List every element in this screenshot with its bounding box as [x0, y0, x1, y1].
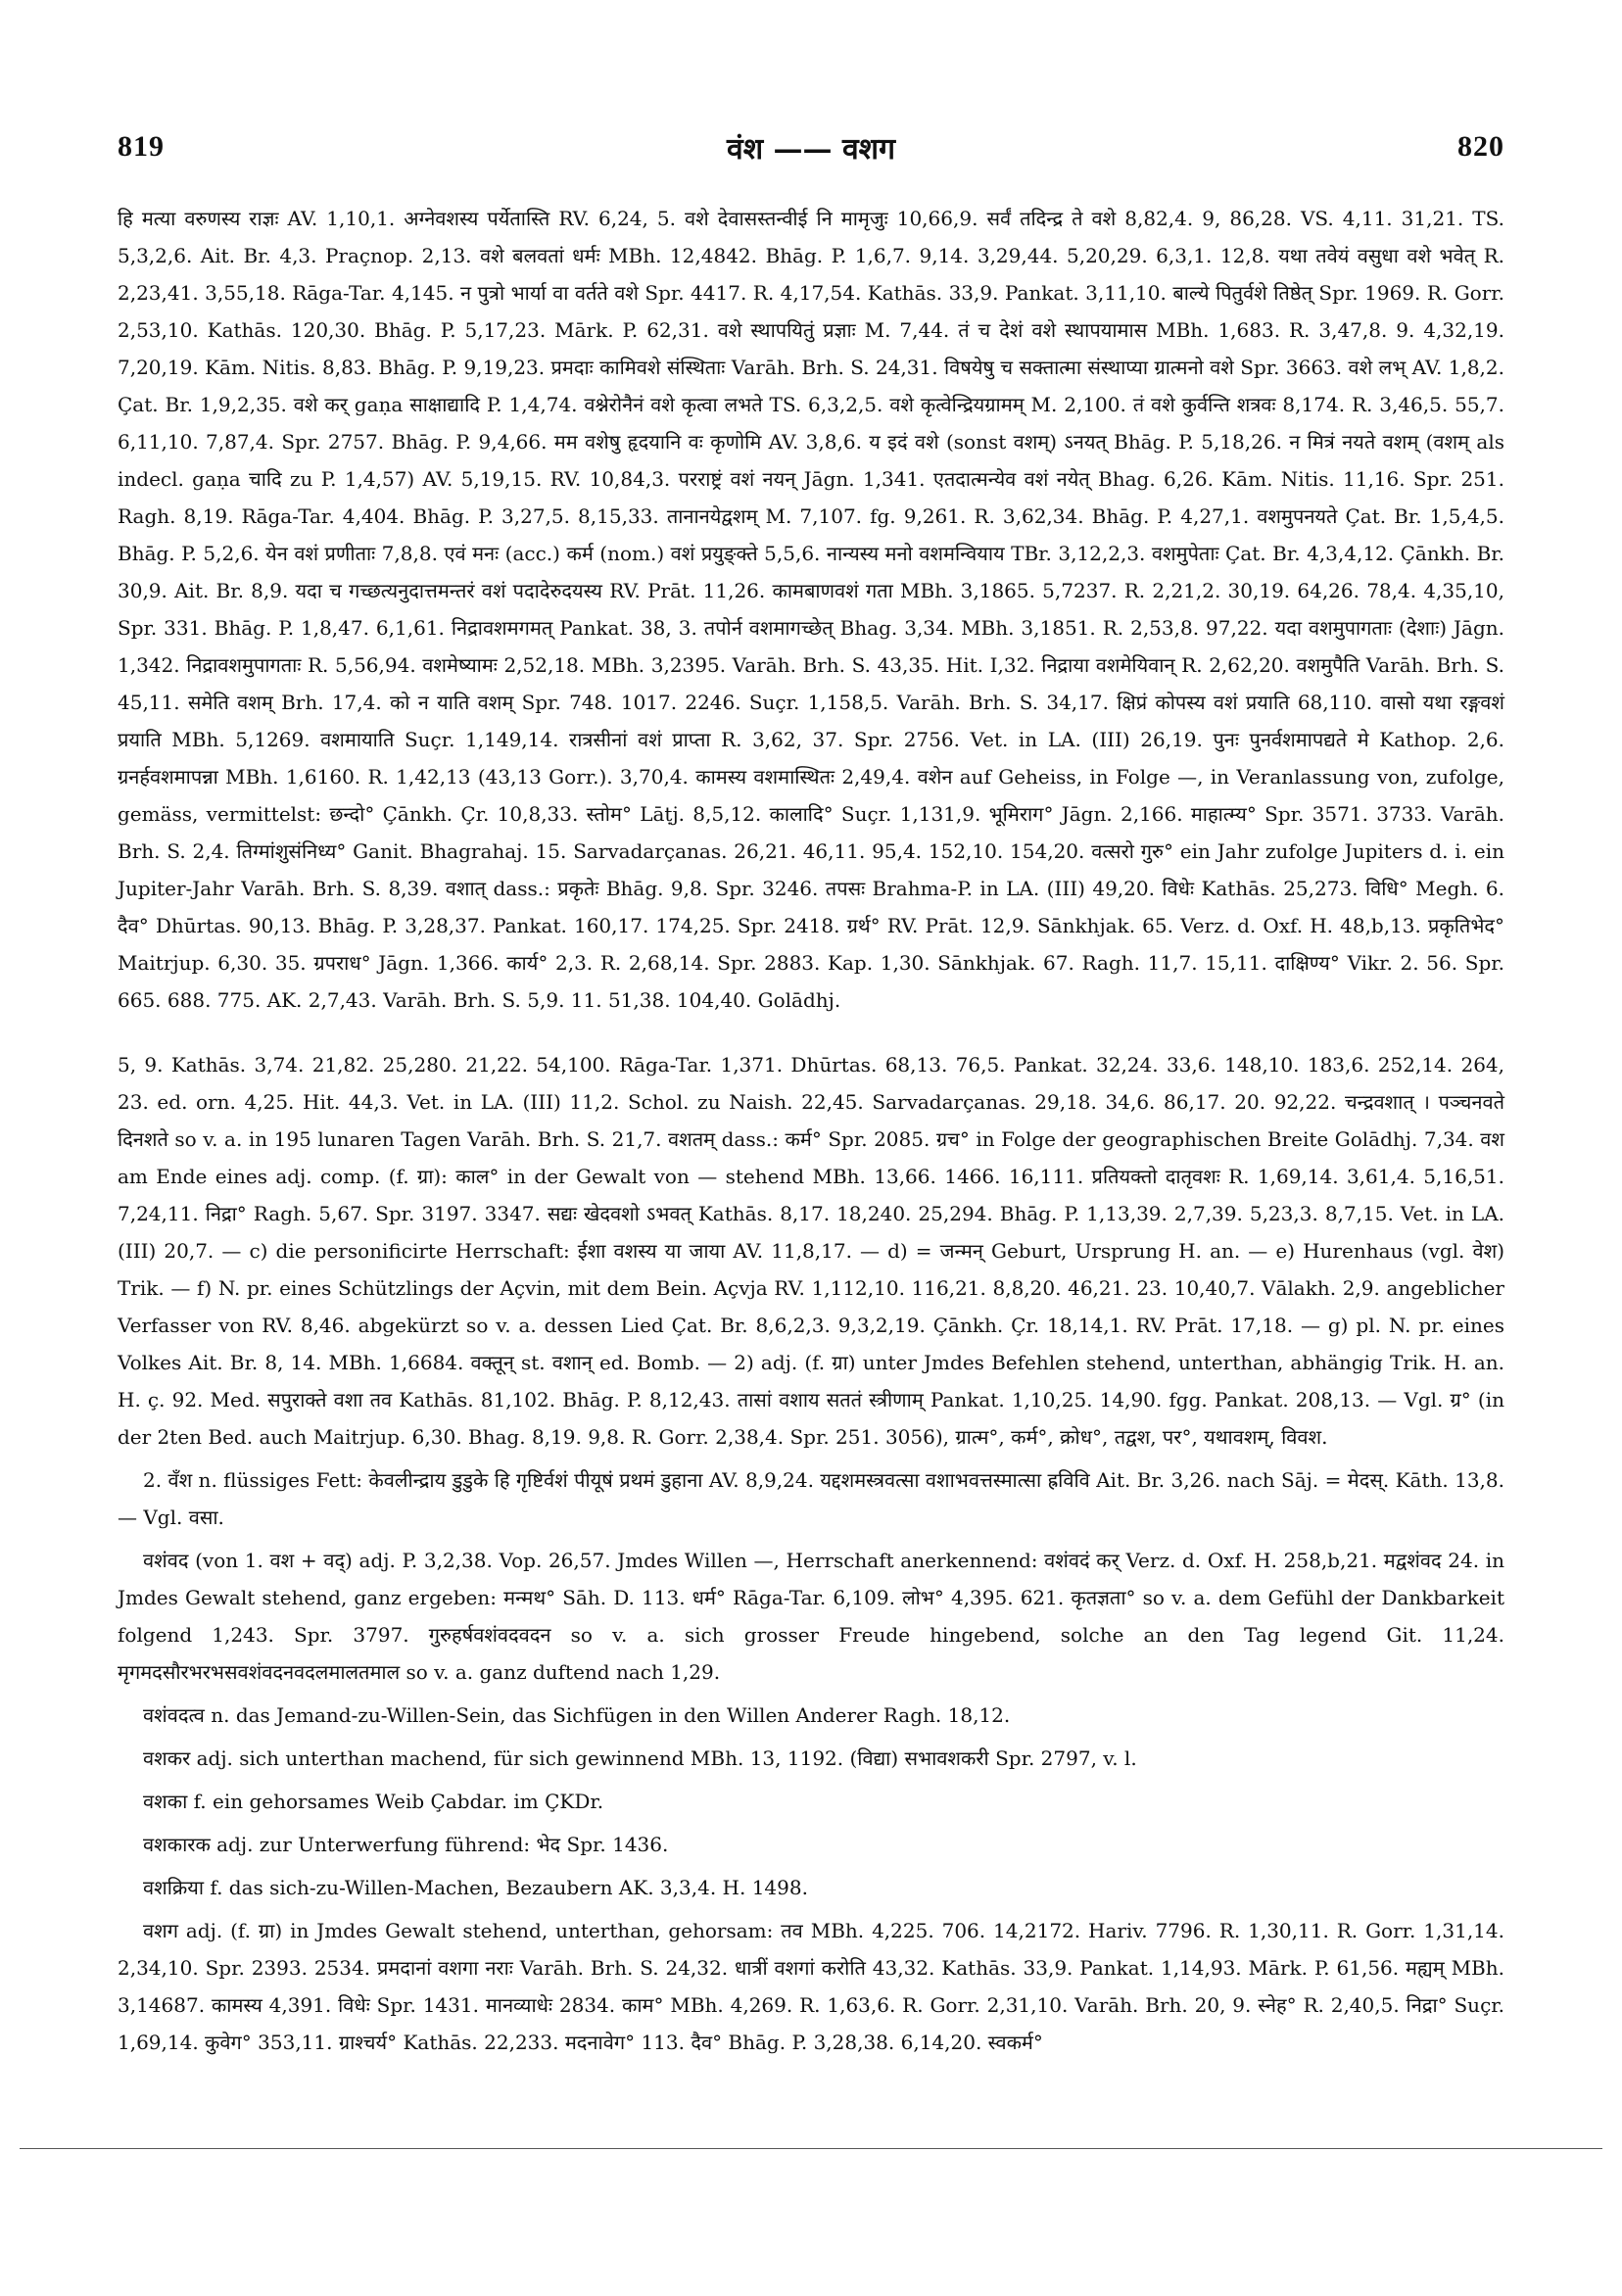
right-page-number: 820	[1456, 130, 1504, 163]
bottom-rule	[20, 2148, 1602, 2149]
column-left	[118, 200, 1504, 1019]
entry-paragraph: वशंवद (von 1. वश + वद्) adj. P. 3,2,38. Vop. 26,57. Jmdes Willen —, Herrschaft anerkennend: वशंवदं कर् Verz. d. Oxf. H. 258,b,21. मद्वशंवद 24. in Jmdes Gewalt stehend, ganz ergeben: मन्मथ° Sāh. D. 113. धर्म° Rāga-Tar. 6,109. लोभ° 4,395. 621. कृतज्ञता° so v. a. dem Gefühl der Dankbarkeit folgend 1,243. Spr. 3797. गुरुहर्षवशंवदवदन so v. a. sich grosser Freude hingebend, solche an den Tag legend Git. 11,24. मृगमदसौरभरभसवशंवदनवदलमालतमाल so v. a. ganz duftend nach 1,29.	[118, 1549, 1504, 1684]
entry-paragraph: वशकर adj. sich unterthan machend, für sich gewinnend MBh. 13, 1192. (विद्या) सभावशकरी Spr. 2797, v. l.	[143, 1746, 1137, 1770]
entry-paragraph: 5, 9. Kathās. 3,74. 21,82. 25,280. 21,22. 54,100. Rāga-Tar. 1,371. Dhūrtas. 68,13. 76,5. Pankat. 32,24. 33,6. 148,10. 183,6. 252,14. 264, 23. ed. orn. 4,25. Hit. 44,3. Vet. in LA. (III) 11,2. Schol. zu Naish. 22,45. Sarvadarçanas. 29,18. 34,6. 86,17. 20. 92,22. चन्द्रवशात् । पञ्चनवते दिनशते so v. a. in 195 lunaren Tagen Varāh. Brh. S. 21,7. वशतम् dass.: कर्म° Spr. 2085. ग्रच° in Folge der geographischen Breite Golādhj. 7,34. वश am Ende eines adj. comp. (f. ग्रा): काल° in der Gewalt von — stehend MBh. 13,66. 1466. 16,111. प्रतियक्तो दातृवशः R. 1,69,14. 3,61,4. 5,16,51. 7,24,11. निद्रा° Ragh. 5,67. Spr. 3197. 3347. सद्यः खेदवशो ऽभवत् Kathās. 8,17. 18,240. 25,294. Bhāg. P. 1,13,39. 2,7,39. 5,23,3. 8,7,15. Vet. in LA. (III) 20,7. — c) die personificirte Herrschaft: ईशा वशस्य या जाया AV. 11,8,17. — d) = जन्मन् Geburt, Ursprung H. an. — e) Hurenhaus (vgl. वेश) Trik. — f) N. pr. eines Schützlings der Açvin, mit dem Bein. Açvja RV. 1,112,10. 116,21. 8,8,20. 46,21. 23. 10,40,7. Vālakh. 2,9. angeblicher Verfasser von RV. 8,46. abgekürzt so v. a. dessen Lied Çat. Br. 8,6,2,3. 9,3,2,19. Çānkh. Çr. 18,14,1. RV. Prāt. 17,18. — g) pl. N. pr. eines Volkes Ait. Br. 8, 14. MBh. 1,6684. वक्तून् st. वशान् ed. Bomb. — 2) adj. (f. ग्रा) unter Jmdes Befehlen stehend, unterthan, abhängig Trik. H. an. H. ç. 92. Med. सपुराक्ते वशा तव Kathās. 81,102. Bhāg. P. 8,12,43. तासां वशाय सततं स्त्रीणाम् Pankat. 1,10,25. 14,90. fgg. Pankat. 208,13. — Vgl. ग्र° (in der 2ten Bed. auch Maitrjup. 6,30. Bhag. 8,19. 9,8. R. Gorr. 2,38,4. Spr. 251. 3056), ग्रात्म°, कर्म°, क्रोध°, तद्वश, पर°, यथावशम्, विवश.	[118, 1053, 1505, 1449]
left-page-number: 819	[118, 130, 165, 163]
entry-paragraph: 2. वँश n. flüssiges Fett: केवलीन्द्राय डुडुके हि गृष्टिर्वशं पीयूषं प्रथमं डुहाना AV. 8,9,24. यद्दशमस्त्रवत्सा वशाभवत्तस्मात्सा ह्रविवि Ait. Br. 3,26. nach Sāj. = मेदस्. Kāth. 13,8. — Vgl. वसा.	[118, 1468, 1504, 1529]
entry-paragraph: वशका f. ein gehorsames Weib Çabdar. im ÇKDr.	[143, 1790, 604, 1813]
entry-paragraph: हि मत्या वरुणस्य राज्ञः AV. 1,10,1. अग्नेवशस्य पर्येतास्ति RV. 6,24, 5. वशे देवासस्तन्वीई नि मामृजुः 10,66,9. सर्वं तदिन्द्र ते वशे 8,82,4. 9, 86,28. VS. 4,11. 31,21. TS. 5,3,2,6. Ait. Br. 4,3. Praçnop. 2,13. वशे बलवतां धर्मः MBh. 12,4842. Bhāg. P. 1,6,7. 9,14. 3,29,44. 5,20,29. 6,3,1. 12,8. यथा तवेयं वसुधा वशे भवेत् R. 2,23,41. 3,55,18. Rāga-Tar. 4,145. न पुत्रो भार्या वा वर्तते वशे Spr. 4417. R. 4,17,54. Kathās. 33,9. Pankat. 3,11,10. बाल्ये पितुर्वशे तिष्ठेत् Spr. 1969. R. Gorr. 2,53,10. Kathās. 120,30. Bhāg. P. 5,17,23. Mārk. P. 62,31. वशे स्थापयितुं प्रज्ञाः M. 7,44. तं च देशं वशे स्थापयामास MBh. 1,683. R. 3,47,8. 9. 4,32,19. 7,20,19. Kām. Nitis. 8,83. Bhāg. P. 9,19,23. प्रमदाः कामिवशे संस्थिताः Varāh. Brh. S. 24,31. विषयेषु च सक्तात्मा संस्थाप्या ग्रात्मनो वशे Spr. 3663. वशे लभ् AV. 1,8,2. Çat. Br. 1,9,2,35. वशे कर् gaṇa साक्षाद्यादि P. 1,4,74. वश्नेरोनैनं वशे कृत्वा लभते TS. 6,3,2,5. वशे कृत्वेन्द्रियग्रामम् M. 2,100. तं वशे कुर्वन्ति शत्रवः 8,174. R. 3,46,5. 55,7. 6,11,10. 7,87,4. Spr. 2757. Bhāg. P. 9,4,66. मम वशेषु हृदयानि वः कृणोमि AV. 3,8,6. य इदं वशे (sonst वशम्) ऽनयत् Bhāg. P. 5,18,26. न मित्रं नयते वशम् (वशम् als indecl. gaṇa चादि zu P. 1,4,57) AV. 5,19,15. RV. 10,84,3. परराष्ट्रं वशं नयन् Jāgn. 1,341. एतदात्मन्येव वशं नयेत् Bhag. 6,26. Kām. Nitis. 11,16. Spr. 251. Ragh. 8,19. Rāga-Tar. 4,404. Bhāg. P. 3,27,5. 8,15,33. तानानयेद्वशम् M. 7,107. fg. 9,261. R. 3,62,34. Bhāg. P. 4,27,1. वशमुपनयते Çat. Br. 1,5,4,5. Bhāg. P. 5,2,6. येन वशं प्रणीताः 7,8,8. एवं मनः (acc.) कर्म (nom.) वशं प्रयुङ्क्ते 5,5,6. नान्यस्य मनो वशमन्वियाय TBr. 3,12,2,3. वशमुपेताः Çat. Br. 4,3,4,12. Çānkh. Br. 30,9. Ait. Br. 8,9. यदा च गच्छत्यनुदात्तमन्तरं वशं पदादेरुदयस्य RV. Prāt. 11,26. कामबाणवशं गता MBh. 3,1865. 5,7237. R. 2,21,2. 30,19. 64,26. 78,4. 4,35,10, Spr. 331. Bhāg. P. 1,8,47. 6,1,61. निद्रावशमगमत् Pankat. 38, 3. तपोर्न वशमागच्छेत् Bhag. 3,34. MBh. 3,1851. R. 2,53,8. 97,22. यदा वशमुपागताः (देशाः) Jāgn. 1,342. निद्रावशमुपागताः R. 5,56,94. वशमेष्यामः 2,52,18. MBh. 3,2395. Varāh. Brh. S. 43,35. Hit. I,32. निद्राया वशमेयिवान् R. 2,62,20. वशमुपैति Varāh. Brh. S. 45,11. समेति वशम् Brh. 17,4. को न याति वशम् Spr. 748. 1017. 2246. Suçr. 1,158,5. Varāh. Brh. S. 34,17. क्षिप्रं कोपस्य वशं प्रयाति 68,110. वासो यथा रङ्गवशं प्रयाति MBh. 5,1269. वशमायाति Suçr. 1,149,14. रात्रसीनां वशं प्राप्ता R. 3,62, 37. Spr. 2756. Vet. in LA. (III) 26,19. पुनः पुनर्वशमापद्यते मे Kathop. 2,6. ग्रनर्हवशमापन्ना MBh. 1,6160. R. 1,42,13 (43,13 Gorr.). 3,70,4. कामस्य वशमास्थितः 2,49,4. वशेन auf Geheiss, in Folge —, in Veranlassung von, zufolge, gemäss, vermittelst: छन्दो° Çānkh. Çr. 10,8,33. स्तोम° Lāṭj. 8,5,12. कालादि° Suçr. 1,131,9. भूमिराग° Jāgn. 2,166. माहात्म्य° Spr. 3571. 3733. Varāh. Brh. S. 2,4. तिग्मांशुसंनिध्य° Ganit. Bhagrahaj. 15. Sarvadarçanas. 26,21. 46,11. 95,4. 152,10. 154,20. वत्सरो गुरु° ein Jahr zufolge Jupiters d. i. ein Jupiter-Jahr Varāh. Brh. S. 8,39. वशात् dass.: प्रकृतेः Bhāg. 9,8. Spr. 3246. तपसः Brahma-P. in LA. (III) 49,20. विधेः Kathās. 25,273. विधि° Megh. 6. दैव° Dhūrtas. 90,13. Bhāg. P. 3,28,37. Pankat. 160,17. 174,25. Spr. 2418. ग्रर्थ° RV. Prāt. 12,9. Sānkhjak. 65. Verz. d. Oxf. H. 48,b,13. प्रकृतिभेद° Maitrjup. 6,30. 35. ग्रपराध° Jāgn. 1,366. कार्य° 2,3. R. 2,68,14. Spr. 2883. Kap. 1,30. Sānkhjak. 67. Ragh. 11,7. 15,11. दाक्षिण्य° Vikr. 2. 56. Spr. 665. 688. 775. AK. 2,7,43. Varāh. Brh. S. 5,9. 11. 51,38. 104,40. Golādhj.	[118, 207, 1504, 1012]
column-right	[118, 1046, 1504, 2061]
running-title: वंश —— वशग	[727, 131, 895, 167]
entry-paragraph: वशकारक adj. zur Unterwerfung führend: भेद Spr. 1436.	[143, 1833, 669, 1856]
page-header	[118, 118, 1504, 176]
entry-paragraph: वशग adj. (f. ग्रा) in Jmdes Gewalt stehend, unterthan, gehorsam: तव MBh. 4,225. 706. 14,2172. Hariv. 7796. R. 1,30,11. R. Gorr. 1,31,14. 2,34,10. Spr. 2393. 2534. प्रमदानां वशगा नराः Varāh. Brh. S. 24,32. धात्रीं वशगां करोति 43,32. Kathās. 33,9. Pankat. 1,14,93. Mārk. P. 61,56. मह्यम् MBh. 3,14687. कामस्य 4,391. विधेः Spr. 1431. मानव्याधेः 2834. काम° MBh. 4,269. R. 1,63,6. R. Gorr. 2,31,10. Varāh. Brh. 20, 9. स्नेह° R. 2,40,5. निद्रा° Suçr. 1,69,14. कुवेग° 353,11. ग्राश्चर्य° Kathās. 22,233. मदनावेग° 113. दैव° Bhāg. P. 3,28,38. 6,14,20. स्वकर्म°	[118, 1919, 1504, 2054]
entry-paragraph: वशंवदत्व n. das Jemand-zu-Willen-Sein, das Sichfügen in den Willen Anderer Ragh. 18,12.	[143, 1703, 1011, 1727]
entry-paragraph: वशक्रिया f. das sich-zu-Willen-Machen, Bezaubern AK. 3,3,4. H. 1498.	[143, 1876, 808, 1899]
page-body	[118, 200, 1504, 2061]
